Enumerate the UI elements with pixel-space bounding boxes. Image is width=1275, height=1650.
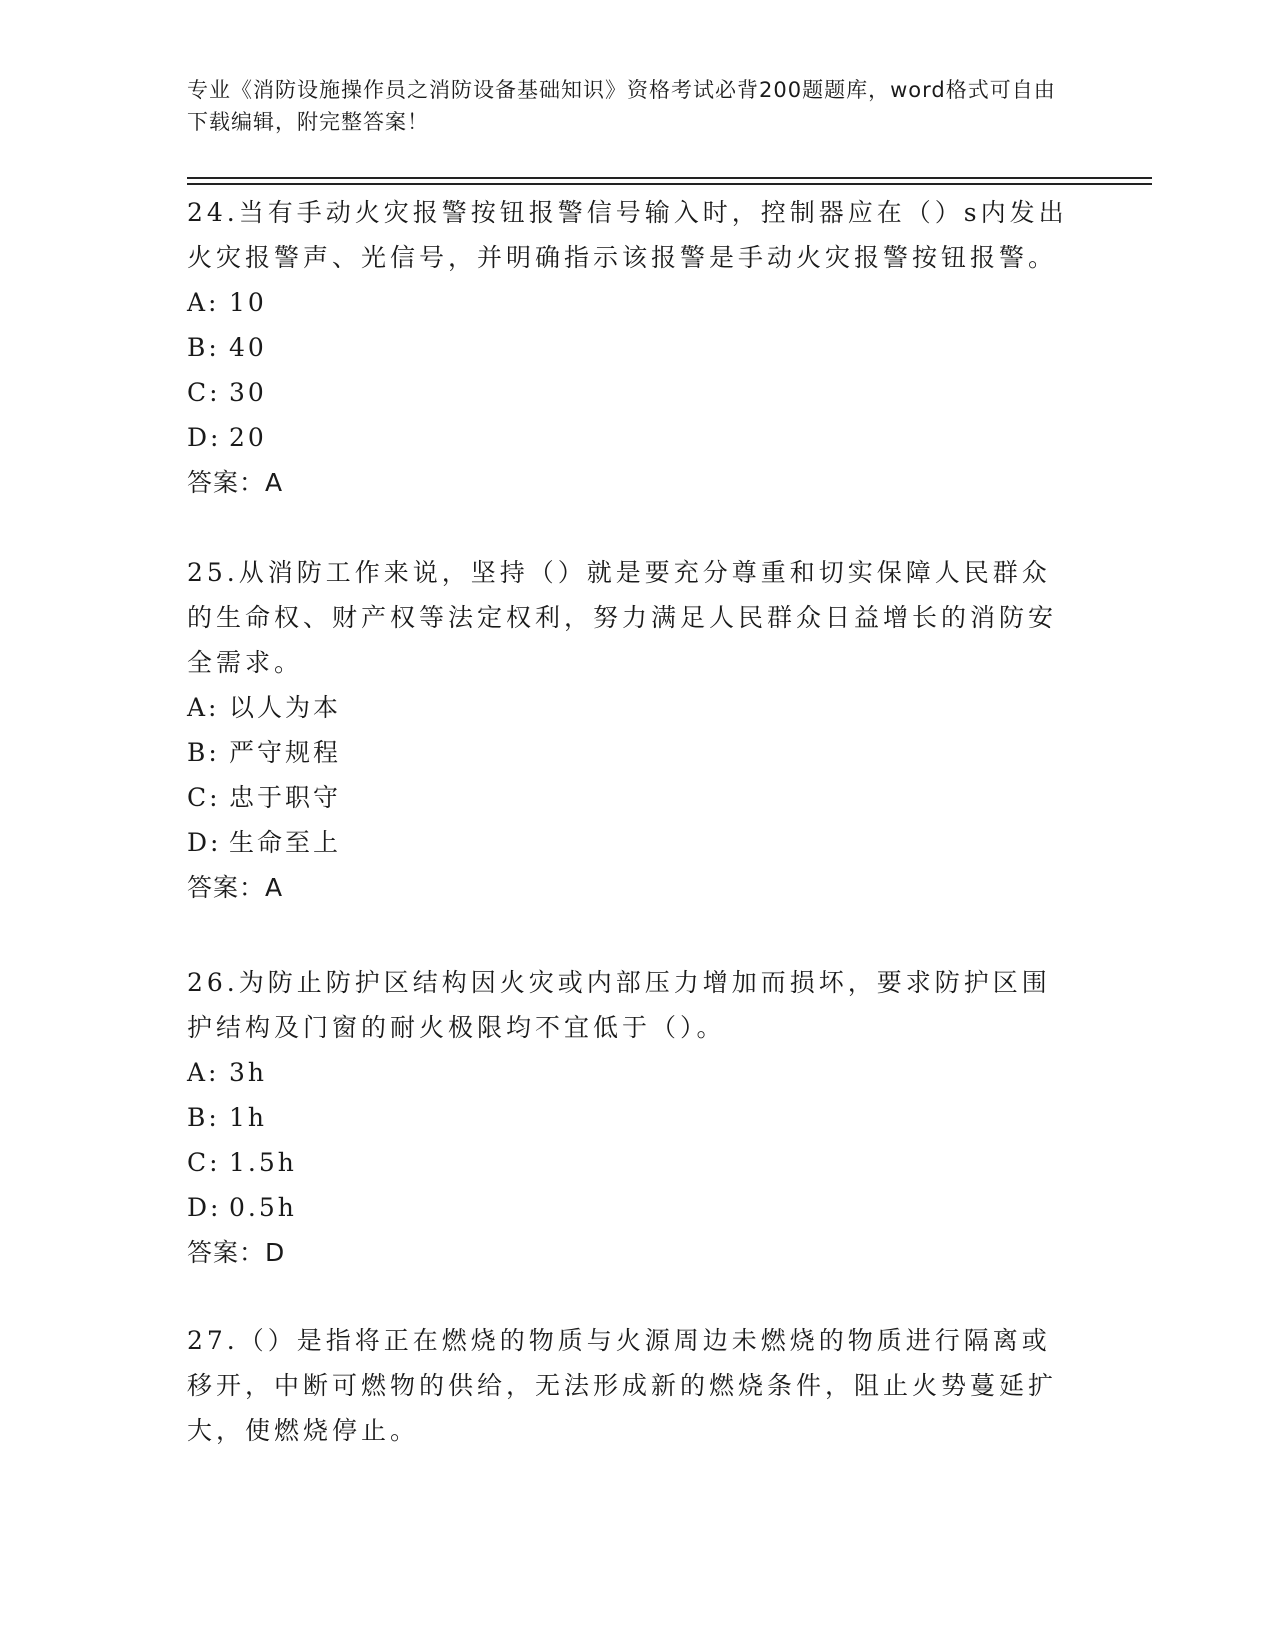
option-text: 20: [229, 423, 267, 452]
option-text: 30: [229, 378, 267, 407]
option-text: 严守规程: [229, 738, 342, 767]
option-text: 0.5h: [229, 1193, 297, 1222]
option-a: [187, 280, 1077, 325]
question-stem: 24.当有手动火灾报警按钮报警信号输入时，控制器应在（）s内发出火灾报警声、光信号，并明确指示该报警是手动火灾报警按钮报警。: [187, 198, 1068, 272]
answer-line: 答案：A: [187, 873, 284, 902]
question-stem: 26.为防止防护区结构因火灾或内部压力增加而损坏，要求防护区围护结构及门窗的耐火极限均不宜低于（）。: [187, 968, 1051, 1042]
option-key: C:: [187, 1148, 221, 1177]
option-key: C:: [187, 783, 221, 812]
question-24: [187, 190, 1077, 505]
option-key: A:: [187, 693, 220, 722]
option-key: A:: [187, 1058, 220, 1087]
option-key: C:: [187, 378, 221, 407]
option-a: [187, 685, 1077, 730]
option-c: [187, 370, 1077, 415]
option-a: [187, 1050, 1077, 1095]
document-title: 专业《消防设施操作员之消防设备基础知识》资格考试必背200题题库，word格式可自由下载编辑，附完整答案！: [187, 78, 1056, 134]
option-b: [187, 325, 1077, 370]
option-text: 40: [229, 333, 267, 362]
option-key: D:: [187, 423, 222, 452]
option-d: [187, 1185, 1077, 1230]
option-text: 3h: [229, 1058, 268, 1087]
option-text: 1.5h: [229, 1148, 297, 1177]
option-key: B:: [187, 333, 220, 362]
question-26: [187, 960, 1077, 1275]
option-b: [187, 1095, 1077, 1140]
option-text: 10: [229, 288, 267, 317]
option-key: B:: [187, 738, 220, 767]
answer-line: 答案：D: [187, 1238, 286, 1267]
header-divider-bottom: [187, 183, 1152, 185]
question-27: [187, 1318, 1077, 1453]
option-c: [187, 1140, 1077, 1185]
option-key: D:: [187, 828, 222, 857]
option-text: 生命至上: [229, 828, 342, 857]
option-text: 以人为本: [229, 693, 342, 722]
option-text: 1h: [229, 1103, 268, 1132]
option-d: [187, 415, 1077, 460]
question-stem: 25.从消防工作来说，坚持（）就是要充分尊重和切实保障人民群众的生命权、财产权等法定权利，努力满足人民群众日益增长的消防安全需求。: [187, 558, 1058, 677]
question-25: [187, 550, 1077, 910]
question-stem: 27.（）是指将正在燃烧的物质与火源周边未燃烧的物质进行隔离或移开，中断可燃物的供给，无法形成新的燃烧条件，阻止火势蔓延扩大，使燃烧停止。: [187, 1326, 1058, 1445]
option-c: [187, 775, 1077, 820]
option-key: B:: [187, 1103, 220, 1132]
option-key: A:: [187, 288, 220, 317]
option-text: 忠于职守: [229, 783, 342, 812]
answer-line: 答案：A: [187, 468, 284, 497]
option-key: D:: [187, 1193, 222, 1222]
header-divider-top: [187, 177, 1152, 179]
option-b: [187, 730, 1077, 775]
option-d: [187, 820, 1077, 865]
